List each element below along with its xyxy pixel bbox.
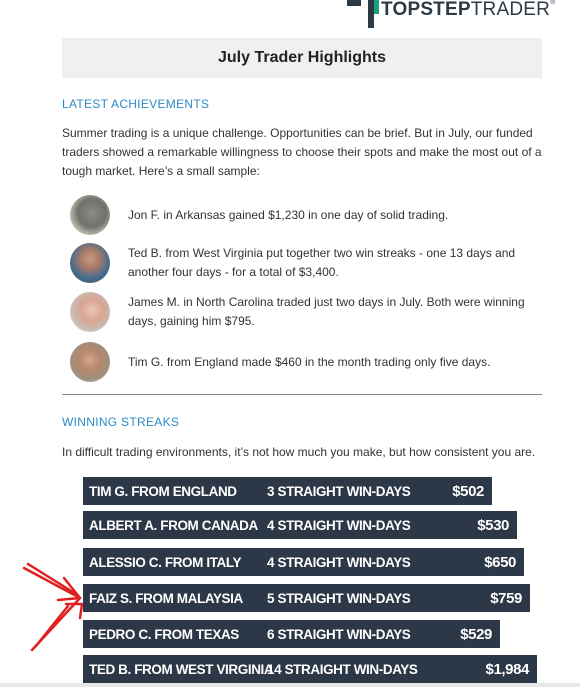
streak-days: 5 STRAIGHT WIN-DAYS	[267, 590, 411, 606]
streak-amount: $1,984	[485, 660, 529, 678]
newsletter-title-banner	[62, 38, 542, 78]
streak-days: 4 STRAIGHT WIN-DAYS	[267, 517, 411, 533]
achievement-item	[70, 243, 540, 283]
streak-trader: TIM G. FROM ENGLAND	[89, 483, 237, 499]
streak-trader: ALESSIO C. FROM ITALY	[89, 554, 242, 570]
achievement-item	[70, 292, 540, 332]
streak-trader: ALBERT A. FROM CANADA	[89, 517, 258, 533]
streak-row	[83, 584, 530, 612]
window-bottom-edge	[0, 683, 580, 687]
streak-row	[83, 655, 537, 683]
streak-amount: $529	[460, 625, 492, 643]
streak-amount: $502	[452, 482, 484, 500]
red-arrow-annotation-icon	[18, 560, 98, 660]
streak-amount: $530	[477, 516, 509, 534]
streak-days: 14 STRAIGHT WIN-DAYS	[267, 661, 418, 677]
streak-trader: FAIZ S. FROM MALAYSIA	[89, 590, 243, 606]
streak-row	[83, 548, 524, 576]
streak-trader: TED B. FROM WEST VIRGINIA	[89, 661, 274, 677]
streaks-heading: WINNING STREAKS	[62, 415, 180, 429]
streak-row	[83, 511, 517, 539]
avatar	[70, 342, 110, 382]
achievement-text: Jon F. in Arkansas gained $1,230 in one day of solid trading.	[128, 207, 449, 222]
streak-days: 3 STRAIGHT WIN-DAYS	[267, 483, 411, 499]
achievements-heading: LATEST ACHIEVEMENTS	[62, 97, 210, 111]
streak-amount: $759	[490, 589, 522, 607]
achievement-text: James M. in North Carolina traded just two days in July. Both were winning days, gaining him $795.	[128, 295, 525, 328]
streak-days: 4 STRAIGHT WIN-DAYS	[267, 554, 411, 570]
page-title: July Trader Highlights	[217, 49, 387, 66]
achievements-intro: Summer trading is a unique challenge. Opportunities can be brief. But in July, our funded traders showed a remarkable willingness to choose their spots and make the most out of a tough market. Here’s a small sample:	[62, 126, 542, 178]
section-divider	[62, 394, 542, 395]
achievement-text: Tim G. from England made $460 in the month trading only five days.	[128, 354, 491, 369]
achievement-item	[70, 342, 540, 382]
topsteptrader-logo[interactable]	[347, 0, 555, 30]
streak-days: 6 STRAIGHT WIN-DAYS	[267, 626, 411, 642]
avatar	[70, 195, 110, 235]
streak-row	[83, 620, 500, 648]
streak-amount: $650	[484, 553, 516, 571]
streak-trader: PEDRO C. FROM TEXAS	[89, 626, 239, 642]
achievement-item	[70, 195, 540, 235]
achievement-text: Ted B. from West Virginia put together two win streaks - one 13 days and another four days - for a total of $3,400.	[128, 246, 516, 279]
streaks-intro: In difficult trading environments, it’s not how much you make, but how consistent you are.	[62, 445, 536, 459]
logo-mark-icon	[347, 0, 381, 30]
avatar	[70, 243, 110, 283]
avatar	[70, 292, 110, 332]
logo-wordmark: TOPSTEPTRADER®	[381, 0, 556, 20]
streak-row	[83, 477, 492, 505]
